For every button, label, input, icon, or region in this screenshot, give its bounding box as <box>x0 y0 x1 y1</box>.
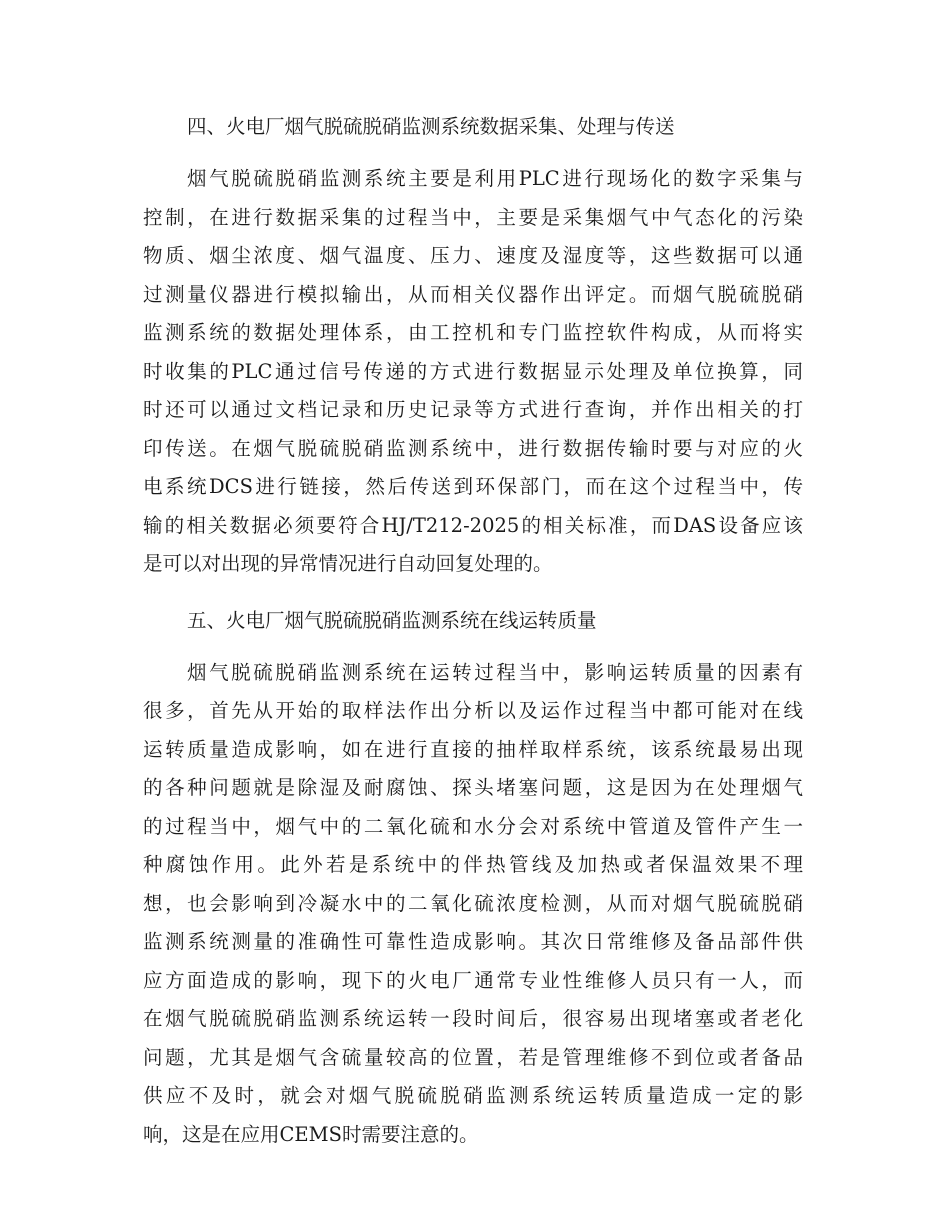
paragraph-line: 是可以对出现的异常情况进行自动回复处理的。 <box>143 552 553 575</box>
paragraph-line: 烟气脱硫脱硝监测系统在运转过程当中，影响运转质量的因素有 <box>187 660 803 684</box>
section-5-paragraph <box>143 654 803 1155</box>
section-4-heading: 四、火电厂烟气脱硫脱硝监测系统数据采集、处理与传送 <box>187 115 675 138</box>
paragraph-line: 很多，首先从开始的取样法作出分析以及运作过程当中都可能对在线 <box>143 699 803 722</box>
paragraph-line: 时还可以通过文档记录和历史记录等方式进行查询，并作出相关的打 <box>143 398 803 421</box>
paragraph-line: 在烟气脱硫脱硝监测系统运转一段时间后，很容易出现堵塞或者老化 <box>143 1007 803 1030</box>
paragraph-line: 问题，尤其是烟气含硫量较高的位置，若是管理维修不到位或者备品 <box>143 1045 803 1069</box>
paragraph-line: 的过程当中，烟气中的二氧化硫和水分会对系统中管道及管件产生一 <box>143 814 803 838</box>
paragraph-line: 运转质量造成影响，如在进行直接的抽样取样系统，该系统最易出现 <box>143 737 803 761</box>
paragraph-line: 电系统DCS进行链接，然后传送到环保部门，而在这个过程当中，传 <box>143 475 803 498</box>
section-4-paragraph <box>143 160 803 584</box>
paragraph-line: 控制，在进行数据采集的过程当中，主要是采集烟气中气态化的污染 <box>143 205 803 229</box>
paragraph-line: 物质、烟尘浓度、烟气温度、压力、速度及湿度等，这些数据可以通 <box>143 244 803 267</box>
paragraph-line: 想，也会影响到冷凝水中的二氧化硫浓度检测，从而对烟气脱硫脱硝 <box>143 891 803 915</box>
paragraph-line: 烟气脱硫脱硝监测系统主要是利用PLC进行现场化的数字采集与 <box>187 167 803 190</box>
paragraph-line: 印传送。在烟气脱硫脱硝监测系统中，进行数据传输时要与对应的火 <box>143 436 803 460</box>
paragraph-line: 的各种问题就是除湿及耐腐蚀、探头堵塞问题，这是因为在处理烟气 <box>143 776 803 799</box>
paragraph-line: 应方面造成的影响，现下的火电厂通常专业性维修人员只有一人，而 <box>143 968 803 992</box>
paragraph-line: 种腐蚀作用。此外若是系统中的伴热管线及加热或者保温效果不理 <box>143 853 803 876</box>
paragraph-line: 输的相关数据必须要符合HJ/T212-2025的相关标准，而DAS设备应该 <box>143 513 803 537</box>
paragraph-line: 时收集的PLC通过信号传递的方式进行数据显示处理及单位换算，同 <box>143 359 803 383</box>
section-5-heading: 五、火电厂烟气脱硫脱硝监测系统在线运转质量 <box>187 608 597 632</box>
paragraph-line: 供应不及时，就会对烟气脱硫脱硝监测系统运转质量造成一定的影 <box>143 1084 803 1107</box>
paragraph-line: 监测系统的数据处理体系，由工控机和专门监控软件构成，从而将实 <box>143 321 803 344</box>
paragraph-line: 响，这是在应用CEMS时需要注意的。 <box>143 1122 479 1146</box>
text-column <box>143 108 803 1154</box>
paragraph-line: 监测系统测量的准确性可靠性造成影响。其次日常维修及备品部件供 <box>143 930 803 953</box>
paragraph-line: 过测量仪器进行模拟输出，从而相关仪器作出评定。而烟气脱硫脱硝 <box>143 282 803 306</box>
